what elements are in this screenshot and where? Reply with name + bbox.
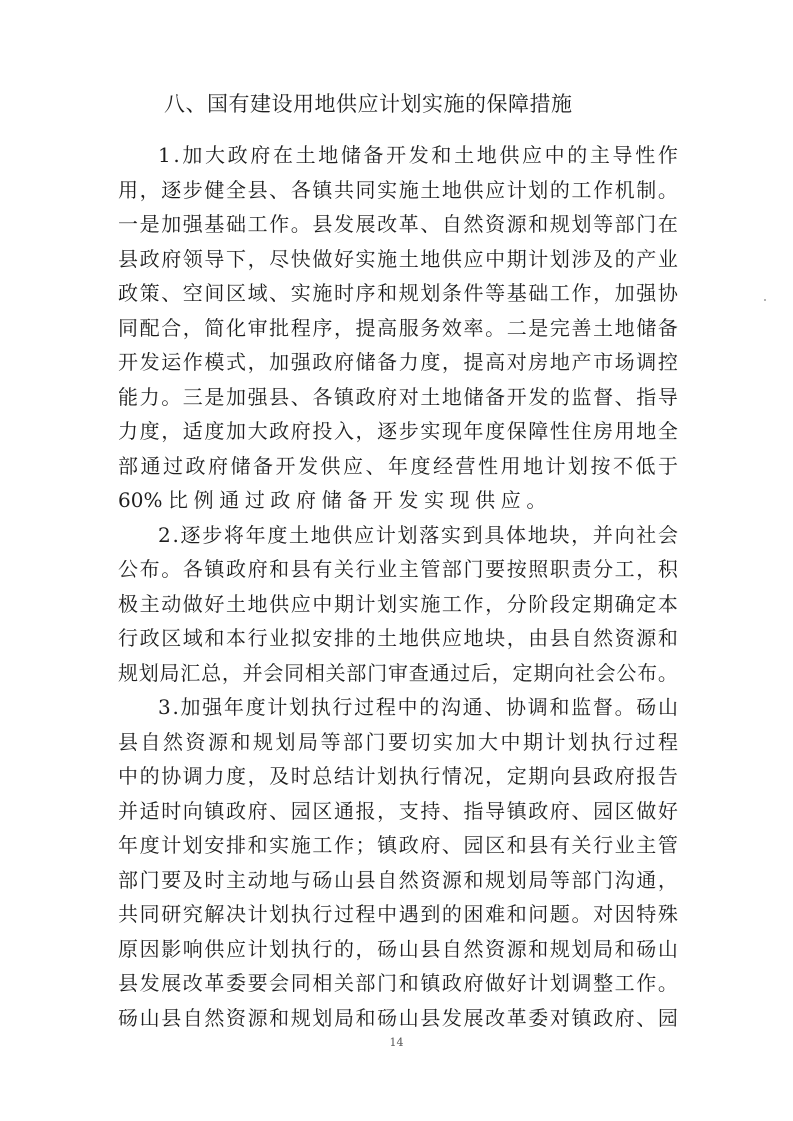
paragraph-2-line: 2 . 逐 步 将 年 度 土 地 供 应 计 划 落 实 到 具 体 地 块 ， 并 向 社 会 [158,522,678,547]
paragraph-3-line: 县 发 展 改 革 委 要 会 同 相 关 部 门 和 镇 政 府 做 好 计 划 调 整 工 作 。 [118,971,678,995]
paragraph-3-line: 部 门 要 及 时 主 动 地 与 砀 山 县 自 然 资 源 和 规 划 局 等 部 门 沟 通 ， [118,867,678,892]
paragraph-1-line: 能 力 。 三 是 加 强 县 、 各 镇 政 府 对 土 地 储 备 开 发 的 监 督 、 指 导 [118,384,678,409]
paragraph-1-line: 力 度 ， 适 度 加 大 政 府 投 入 ， 逐 步 实 现 年 度 保 障 性 住 房 用 地 全 [118,419,678,443]
paragraph-3-line: 并 适 时 向 镇 政 府 、 园 区 通 报 ， 支 持 、 指 导 镇 政 府 、 园 区 做 好 [118,798,678,823]
paragraph-1-line: 县 政 府 领 导 下 ， 尽 快 做 好 实 施 土 地 供 应 中 期 计 划 涉 及 的 产 业 [118,246,678,271]
paragraph-1-line: 部 通 过 政 府 储 备 开 发 供 应 、 年 度 经 营 性 用 地 计 划 按 不 低 于 [118,453,678,478]
section-heading: 八、国有建设用地供应计划实施的保障措施 [164,92,573,116]
paragraph-1-line: 用 ， 逐 步 健 全 县 、 各 镇 共 同 实 施 土 地 供 应 计 划 的 工 作 机 制 。 [118,177,678,202]
paragraph-3-line: 年 度 计 划 安 排 和 实 施 工 作 ； 镇 政 府 、 园 区 和 县 有 关 行 业 主 管 [118,833,678,857]
paragraph-3-line: 中 的 协 调 力 度 ， 及 时 总 结 计 划 执 行 情 况 ， 定 期 向 县 政 府 报 告 [118,764,678,788]
paragraph-1-line: 60% 比 例 通 过 政 府 储 备 开 发 实 现 供 应 。 [118,488,547,512]
paragraph-2-line: 极 主 动 做 好 土 地 供 应 中 期 计 划 实 施 工 作 ， 分 阶 段 定 期 确 定 本 [118,591,678,616]
paragraph-1-line: 政 策 、 空 间 区 域 、 实 施 时 序 和 规 划 条 件 等 基 础 工 作 ， 加 强 协 [118,281,678,305]
paragraph-1-line: 同 配 合 ， 简 化 审 批 程 序 ， 提 高 服 务 效 率 。 二 是 完 善 土 地 储 备 [118,315,678,340]
paragraph-3-line: 3 . 加 强 年 度 计 划 执 行 过 程 中 的 沟 通 、 协 调 和 监 督 。 砀 山 [158,695,678,719]
paragraph-2-line: 规 划 局 汇 总 ， 并 会 同 相 关 部 门 审 查 通 过 后 ， 定 期 向 社 会 公 布 。 [118,660,678,685]
paragraph-3-line: 砀 山 县 自 然 资 源 和 规 划 局 和 砀 山 县 发 展 改 革 委 对 镇 政 府 、 园 [118,1005,678,1030]
paragraph-2-line: 公 布 。 各 镇 政 府 和 县 有 关 行 业 主 管 部 门 要 按 照 职 责 分 工 ， 积 [118,557,678,581]
paragraph-1-line: 开 发 运 作 模 式 ， 加 强 政 府 储 备 力 度 ， 提 高 对 房 地 产 市 场 调 控 [118,350,678,374]
paragraph-2-line: 行 政 区 域 和 本 行 业 拟 安 排 的 土 地 供 应 地 块 ， 由 县 自 然 资 源 和 [118,626,678,650]
paragraph-3-line: 原 因 影 响 供 应 计 划 执 行 的 ， 砀 山 县 自 然 资 源 和 规 划 局 和 砀 山 [118,936,678,961]
paragraph-3-line: 县 自 然 资 源 和 规 划 局 等 部 门 要 切 实 加 大 中 期 计 划 执 行 过 程 [118,729,678,754]
page-number: 14 [389,1036,404,1049]
paragraph-1-line: 1 . 加 大 政 府 在 土 地 储 备 开 发 和 土 地 供 应 中 的 主 导 性 作 [158,143,678,167]
body-text [118,138,678,1035]
scan-speck [764,299,766,301]
paragraph-1-line: 一 是 加 强 基 础 工 作 。 县 发 展 改 革 、 自 然 资 源 和 规 划 等 部 门 在 [118,212,678,236]
paragraph-3-line: 共 同 研 究 解 决 计 划 执 行 过 程 中 遇 到 的 困 难 和 问 题 。 对 因 特 殊 [118,902,678,926]
